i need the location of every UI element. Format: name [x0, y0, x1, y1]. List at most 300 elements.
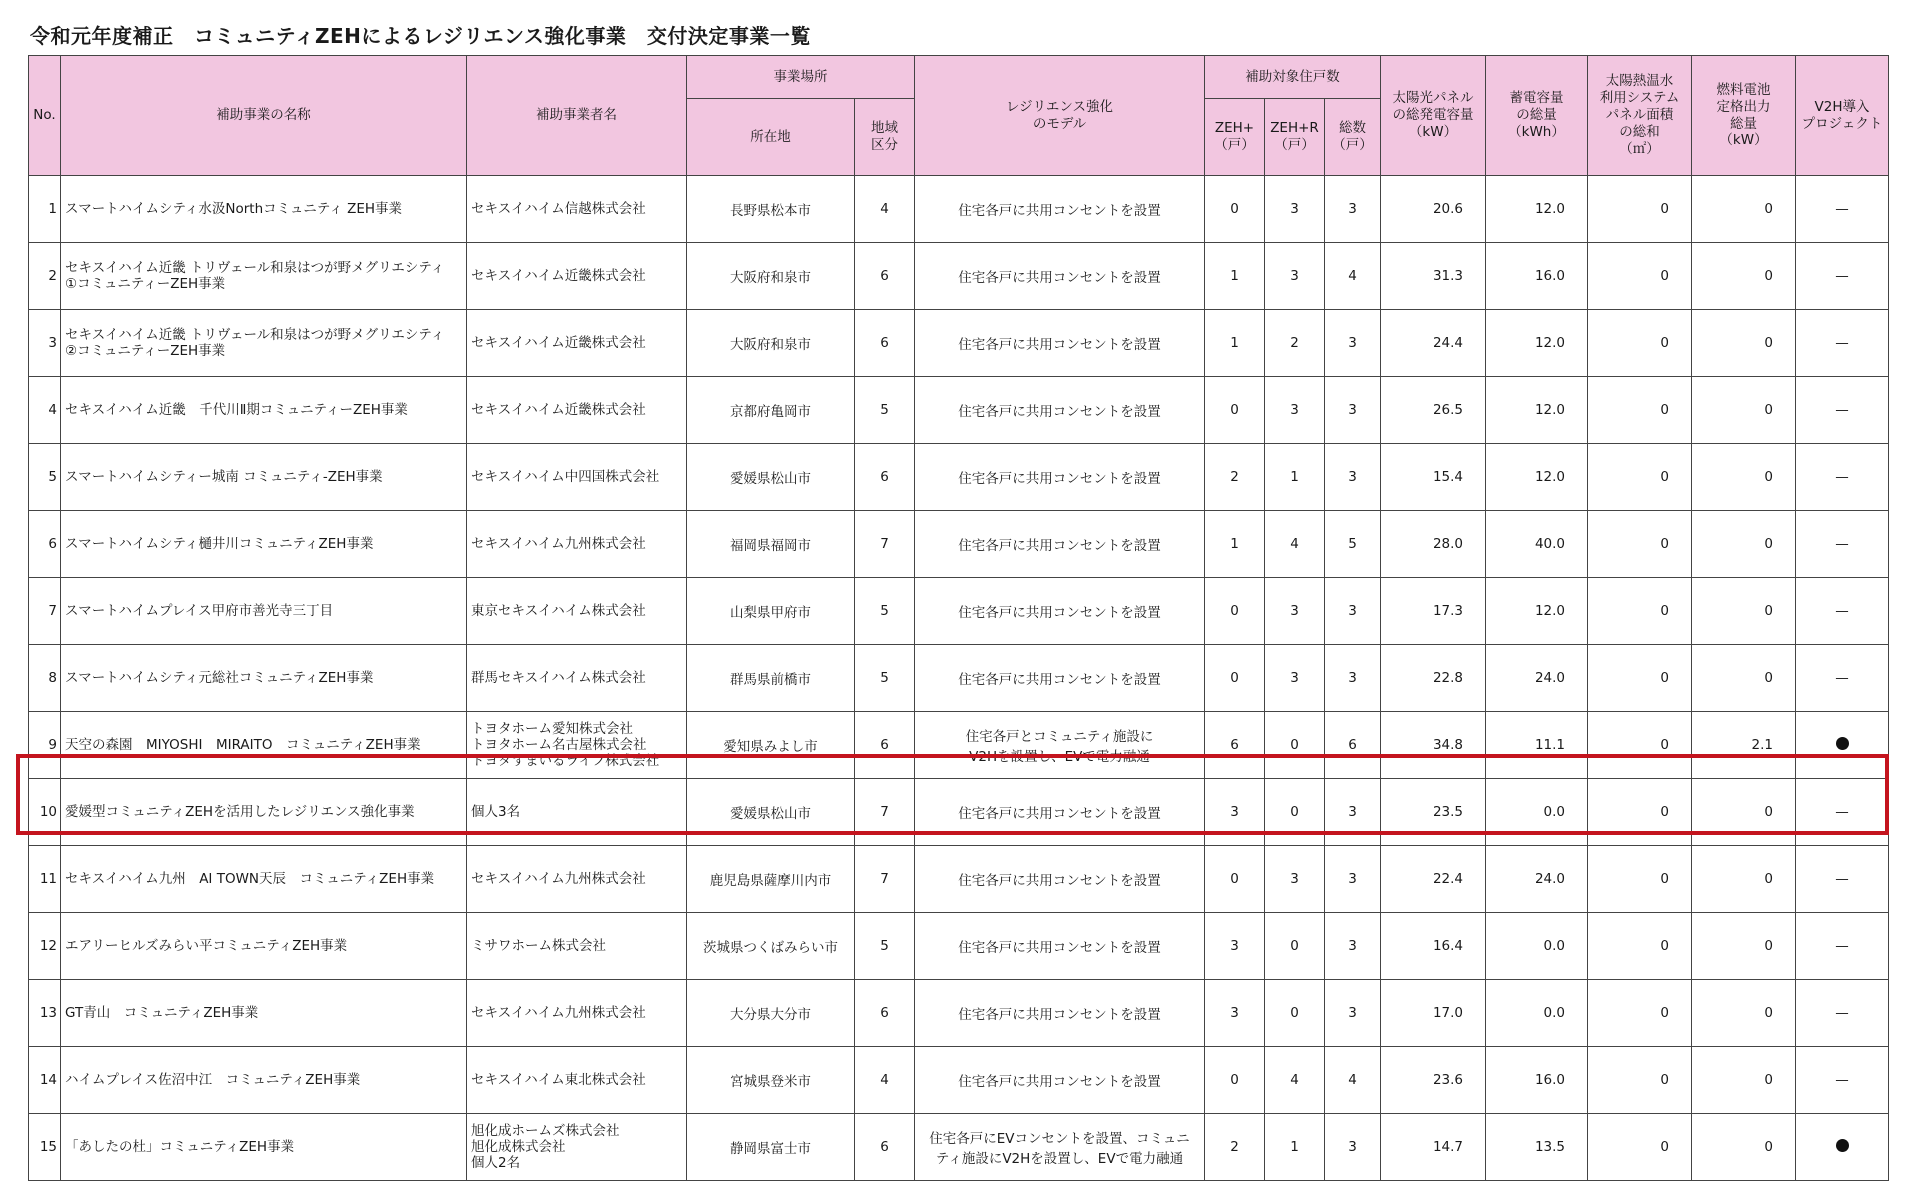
model-cell	[915, 645, 1205, 712]
v2h-cell	[1796, 1114, 1889, 1181]
operator-cell	[467, 645, 687, 712]
solar-thermal-cell: 0	[1588, 712, 1692, 779]
no-cell: 3	[29, 310, 61, 377]
region-cell: 6	[855, 712, 915, 779]
v2h-cell: —	[1796, 779, 1889, 846]
page-title: 令和元年度補正 コミュニティZEHによるレジリエンス強化事業 交付決定事業一覧	[30, 24, 811, 48]
model-line: 住宅各戸に共用コンセントを設置	[958, 471, 1161, 487]
region-cell: 4	[855, 176, 915, 243]
header-v2h: V2H導入 プロジェクト	[1796, 56, 1889, 176]
model-cell	[915, 1047, 1205, 1114]
table-row	[29, 1047, 1889, 1114]
operator-line: セキスイハイム九州株式会社	[471, 870, 646, 887]
table-row	[29, 377, 1889, 444]
operator-cell	[467, 243, 687, 310]
region-cell: 7	[855, 846, 915, 913]
storage-cell: 13.5	[1486, 1114, 1588, 1181]
project-name-cell	[61, 913, 467, 980]
project-name-line: ②コミュニティーZEH事業	[65, 343, 226, 359]
no-cell: 5	[29, 444, 61, 511]
storage-cell: 12.0	[1486, 444, 1588, 511]
project-name-cell	[61, 444, 467, 511]
v2h-cell: —	[1796, 578, 1889, 645]
operator-line: トヨタホーム名古屋株式会社	[471, 736, 647, 753]
fuel-cell-cell: 0	[1692, 980, 1796, 1047]
region-cell: 5	[855, 645, 915, 712]
operator-cell	[467, 712, 687, 779]
project-name-line: GT青山 コミュニティZEH事業	[65, 1004, 259, 1021]
model-line: 住宅各戸に共用コンセントを設置	[958, 203, 1161, 219]
v2h-cell: —	[1796, 1047, 1889, 1114]
fuel-cell-cell: 0	[1692, 779, 1796, 846]
operator-line: 個人2名	[471, 1155, 521, 1172]
fuel-cell-cell: 0	[1692, 310, 1796, 377]
storage-cell: 0.0	[1486, 913, 1588, 980]
zeh-plus-cell: 0	[1205, 176, 1265, 243]
operator-cell	[467, 444, 687, 511]
location-cell: 愛知県みよし市	[687, 712, 855, 779]
operator-cell	[467, 176, 687, 243]
model-line: 住宅各戸に共用コンセントを設置	[958, 404, 1161, 420]
region-cell: 5	[855, 578, 915, 645]
header-site-group: 事業場所	[687, 56, 915, 99]
solar-thermal-cell: 0	[1588, 511, 1692, 578]
zeh-r-cell: 0	[1265, 913, 1325, 980]
model-cell	[915, 176, 1205, 243]
model-cell	[915, 444, 1205, 511]
zeh-plus-cell: 0	[1205, 1047, 1265, 1114]
no-cell: 11	[29, 846, 61, 913]
storage-cell: 12.0	[1486, 310, 1588, 377]
solar-thermal-cell: 0	[1588, 1114, 1692, 1181]
operator-cell	[467, 310, 687, 377]
region-cell: 6	[855, 1114, 915, 1181]
zeh-r-cell: 3	[1265, 377, 1325, 444]
v2h-cell: —	[1796, 310, 1889, 377]
total-cell: 3	[1325, 846, 1381, 913]
operator-cell	[467, 779, 687, 846]
zeh-plus-cell: 2	[1205, 1114, 1265, 1181]
operator-line: セキスイハイム近畿株式会社	[471, 401, 646, 418]
model-cell	[915, 377, 1205, 444]
project-name-cell	[61, 779, 467, 846]
project-name-line: スマートハイムシティ水汲Northコミュニティ ZEH事業	[65, 200, 403, 217]
fuel-cell-cell: 0	[1692, 1047, 1796, 1114]
operator-cell	[467, 1047, 687, 1114]
location-cell: 愛媛県松山市	[687, 444, 855, 511]
model-line: 住宅各戸に共用コンセントを設置	[958, 1074, 1161, 1090]
model-cell	[915, 779, 1205, 846]
model-cell	[915, 310, 1205, 377]
fuel-cell-cell: 0	[1692, 578, 1796, 645]
no-cell: 4	[29, 377, 61, 444]
grant-table	[28, 55, 1889, 1181]
model-line: ティ施設にV2Hを設置し、EVで電力融通	[935, 1151, 1184, 1167]
pv-cell: 23.5	[1381, 779, 1486, 846]
operator-line: セキスイハイム近畿株式会社	[471, 267, 646, 284]
solar-thermal-cell: 0	[1588, 377, 1692, 444]
table-row	[29, 645, 1889, 712]
no-cell: 15	[29, 1114, 61, 1181]
pv-cell: 20.6	[1381, 176, 1486, 243]
table-row	[29, 444, 1889, 511]
zeh-r-cell: 3	[1265, 846, 1325, 913]
fuel-cell-cell: 2.1	[1692, 712, 1796, 779]
model-line: 住宅各戸に共用コンセントを設置	[958, 873, 1161, 889]
zeh-r-cell: 1	[1265, 444, 1325, 511]
zeh-plus-cell: 2	[1205, 444, 1265, 511]
storage-cell: 40.0	[1486, 511, 1588, 578]
storage-cell: 11.1	[1486, 712, 1588, 779]
model-line: 住宅各戸に共用コンセントを設置	[958, 538, 1161, 554]
pv-cell: 17.0	[1381, 980, 1486, 1047]
zeh-plus-cell: 3	[1205, 980, 1265, 1047]
storage-cell: 12.0	[1486, 176, 1588, 243]
model-line: 住宅各戸に共用コンセントを設置	[958, 806, 1161, 822]
model-line: 住宅各戸に共用コンセントを設置	[958, 270, 1161, 286]
project-name-line: スマートハイムシティー城南 コミュニティ-ZEH事業	[65, 468, 383, 485]
model-cell	[915, 913, 1205, 980]
region-cell: 6	[855, 243, 915, 310]
no-cell: 9	[29, 712, 61, 779]
storage-cell: 0.0	[1486, 779, 1588, 846]
total-cell: 3	[1325, 779, 1381, 846]
zeh-plus-cell: 3	[1205, 779, 1265, 846]
location-cell: 大阪府和泉市	[687, 310, 855, 377]
total-cell: 6	[1325, 712, 1381, 779]
no-cell: 2	[29, 243, 61, 310]
solar-thermal-cell: 0	[1588, 243, 1692, 310]
table-row	[29, 913, 1889, 980]
pv-cell: 22.4	[1381, 846, 1486, 913]
region-cell: 5	[855, 377, 915, 444]
model-line: 住宅各戸に共用コンセントを設置	[958, 940, 1161, 956]
no-cell: 12	[29, 913, 61, 980]
operator-line: トヨタホーム愛知株式会社	[471, 720, 633, 737]
storage-cell: 12.0	[1486, 578, 1588, 645]
operator-line: セキスイハイム中四国株式会社	[471, 468, 660, 485]
v2h-cell: —	[1796, 176, 1889, 243]
pv-cell: 24.4	[1381, 310, 1486, 377]
project-name-line: セキスイハイム近畿 トリヴェール和泉はつが野メグリエシティ	[65, 259, 445, 276]
location-cell: 山梨県甲府市	[687, 578, 855, 645]
total-cell: 3	[1325, 176, 1381, 243]
total-cell: 3	[1325, 645, 1381, 712]
project-name-line: スマートハイムプレイス甲府市善光寺三丁目	[65, 602, 334, 619]
header-solar-thermal: 太陽熱温水 利用システム パネル面積 の総和 （㎡）	[1588, 56, 1692, 176]
model-cell	[915, 578, 1205, 645]
fuel-cell-cell: 0	[1692, 176, 1796, 243]
storage-cell: 16.0	[1486, 1047, 1588, 1114]
model-line: 住宅各戸にEVコンセントを設置、コミュニ	[929, 1131, 1190, 1147]
pv-cell: 16.4	[1381, 913, 1486, 980]
table-row	[29, 712, 1889, 779]
location-cell: 鹿児島県薩摩川内市	[687, 846, 855, 913]
operator-cell	[467, 377, 687, 444]
model-cell	[915, 243, 1205, 310]
region-cell: 6	[855, 444, 915, 511]
no-cell: 8	[29, 645, 61, 712]
fuel-cell-cell: 0	[1692, 444, 1796, 511]
fuel-cell-cell: 0	[1692, 846, 1796, 913]
storage-cell: 12.0	[1486, 377, 1588, 444]
zeh-plus-cell: 3	[1205, 913, 1265, 980]
table-body	[29, 176, 1889, 1181]
zeh-r-cell: 1	[1265, 1114, 1325, 1181]
solar-thermal-cell: 0	[1588, 1047, 1692, 1114]
zeh-r-cell: 4	[1265, 511, 1325, 578]
solar-thermal-cell: 0	[1588, 310, 1692, 377]
project-name-line: スマートハイムシティ元総社コミュニティZEH事業	[65, 669, 374, 686]
model-line: 住宅各戸に共用コンセントを設置	[958, 605, 1161, 621]
zeh-plus-cell: 0	[1205, 578, 1265, 645]
header-region: 地域 区分	[855, 99, 915, 176]
v2h-dot-icon	[1836, 1139, 1849, 1152]
project-name-cell	[61, 511, 467, 578]
zeh-plus-cell: 1	[1205, 243, 1265, 310]
solar-thermal-cell: 0	[1588, 444, 1692, 511]
fuel-cell-cell: 0	[1692, 511, 1796, 578]
pv-cell: 17.3	[1381, 578, 1486, 645]
model-cell	[915, 980, 1205, 1047]
solar-thermal-cell: 0	[1588, 779, 1692, 846]
fuel-cell-cell: 0	[1692, 243, 1796, 310]
total-cell: 3	[1325, 444, 1381, 511]
storage-cell: 16.0	[1486, 243, 1588, 310]
table-row	[29, 176, 1889, 243]
header-fuel-cell: 燃料電池 定格出力 総量 （kW）	[1692, 56, 1796, 176]
project-name-cell	[61, 1047, 467, 1114]
table-row	[29, 980, 1889, 1047]
operator-line: ミサワホーム株式会社	[471, 937, 606, 954]
model-line: V2Hを設置し、EVで電力融通	[969, 749, 1150, 765]
table-row	[29, 310, 1889, 377]
project-name-cell	[61, 243, 467, 310]
project-name-cell	[61, 980, 467, 1047]
region-cell: 6	[855, 980, 915, 1047]
zeh-plus-cell: 6	[1205, 712, 1265, 779]
header-total: 総数 （戸）	[1325, 99, 1381, 176]
zeh-r-cell: 0	[1265, 712, 1325, 779]
project-name-line: セキスイハイム九州 AI TOWN天辰 コミュニティZEH事業	[65, 870, 435, 887]
zeh-plus-cell: 0	[1205, 846, 1265, 913]
location-cell: 福岡県福岡市	[687, 511, 855, 578]
zeh-r-cell: 3	[1265, 176, 1325, 243]
zeh-r-cell: 4	[1265, 1047, 1325, 1114]
pv-cell: 31.3	[1381, 243, 1486, 310]
operator-cell	[467, 913, 687, 980]
fuel-cell-cell: 0	[1692, 645, 1796, 712]
model-cell	[915, 712, 1205, 779]
total-cell: 3	[1325, 578, 1381, 645]
total-cell: 3	[1325, 377, 1381, 444]
table-row	[29, 243, 1889, 310]
header-location: 所在地	[687, 99, 855, 176]
location-cell: 静岡県富士市	[687, 1114, 855, 1181]
model-line: 住宅各戸とコミュニティ施設に	[965, 729, 1154, 745]
region-cell: 7	[855, 779, 915, 846]
zeh-plus-cell: 1	[1205, 511, 1265, 578]
total-cell: 4	[1325, 1047, 1381, 1114]
location-cell: 長野県松本市	[687, 176, 855, 243]
total-cell: 3	[1325, 1114, 1381, 1181]
zeh-plus-cell: 0	[1205, 377, 1265, 444]
model-cell	[915, 511, 1205, 578]
storage-cell: 24.0	[1486, 645, 1588, 712]
v2h-cell: —	[1796, 243, 1889, 310]
zeh-r-cell: 0	[1265, 980, 1325, 1047]
table-row	[29, 846, 1889, 913]
project-name-line: 天空の森園 MIYOSHI MIRAITO コミュニティZEH事業	[65, 736, 421, 753]
fuel-cell-cell: 0	[1692, 913, 1796, 980]
location-cell: 大阪府和泉市	[687, 243, 855, 310]
zeh-r-cell: 3	[1265, 645, 1325, 712]
header-no: No.	[29, 56, 61, 176]
operator-line: 群馬セキスイハイム株式会社	[471, 669, 646, 686]
operator-line: 個人3名	[471, 803, 521, 820]
no-cell: 6	[29, 511, 61, 578]
pv-cell: 34.8	[1381, 712, 1486, 779]
header-units-group: 補助対象住戸数	[1205, 56, 1381, 99]
v2h-cell: —	[1796, 444, 1889, 511]
operator-cell	[467, 511, 687, 578]
operator-line: 旭化成ホームズ株式会社	[471, 1122, 620, 1139]
storage-cell: 24.0	[1486, 846, 1588, 913]
location-cell: 愛媛県松山市	[687, 779, 855, 846]
zeh-r-cell: 3	[1265, 578, 1325, 645]
solar-thermal-cell: 0	[1588, 578, 1692, 645]
region-cell: 7	[855, 511, 915, 578]
region-cell: 5	[855, 913, 915, 980]
table-row	[29, 1114, 1889, 1181]
operator-line: 旭化成株式会社	[471, 1138, 566, 1155]
header-storage: 蓄電容量 の総量 （kWh）	[1486, 56, 1588, 176]
pv-cell: 28.0	[1381, 511, 1486, 578]
total-cell: 3	[1325, 980, 1381, 1047]
region-cell: 4	[855, 1047, 915, 1114]
project-name-cell	[61, 645, 467, 712]
operator-cell	[467, 578, 687, 645]
solar-thermal-cell: 0	[1588, 176, 1692, 243]
operator-line: セキスイハイム九州株式会社	[471, 535, 646, 552]
zeh-plus-cell: 0	[1205, 645, 1265, 712]
zeh-plus-cell: 1	[1205, 310, 1265, 377]
table-row	[29, 511, 1889, 578]
no-cell: 7	[29, 578, 61, 645]
solar-thermal-cell: 0	[1588, 846, 1692, 913]
no-cell: 10	[29, 779, 61, 846]
v2h-cell: —	[1796, 846, 1889, 913]
pv-cell: 22.8	[1381, 645, 1486, 712]
pv-cell: 15.4	[1381, 444, 1486, 511]
pv-cell: 14.7	[1381, 1114, 1486, 1181]
total-cell: 5	[1325, 511, 1381, 578]
table-row	[29, 779, 1889, 846]
operator-cell	[467, 1114, 687, 1181]
solar-thermal-cell: 0	[1588, 913, 1692, 980]
operator-line: トヨタすまいるライフ株式会社	[471, 753, 660, 770]
header-model: レジリエンス強化 のモデル	[915, 56, 1205, 176]
location-cell: 京都府亀岡市	[687, 377, 855, 444]
project-name-line: ハイムプレイス佐沼中江 コミュニティZEH事業	[65, 1071, 361, 1088]
header-project-name: 補助事業の名称	[61, 56, 467, 176]
operator-line: セキスイハイム東北株式会社	[471, 1071, 646, 1088]
no-cell: 14	[29, 1047, 61, 1114]
operator-line: セキスイハイム近畿株式会社	[471, 334, 646, 351]
operator-line: 東京セキスイハイム株式会社	[471, 602, 646, 619]
v2h-cell: —	[1796, 377, 1889, 444]
project-name-cell	[61, 310, 467, 377]
table-row	[29, 578, 1889, 645]
operator-cell	[467, 980, 687, 1047]
operator-line: セキスイハイム九州株式会社	[471, 1004, 646, 1021]
model-line: 住宅各戸に共用コンセントを設置	[958, 1007, 1161, 1023]
project-name-cell	[61, 712, 467, 779]
table-header	[29, 56, 1889, 176]
model-line: 住宅各戸に共用コンセントを設置	[958, 337, 1161, 353]
header-pv: 太陽光パネル の総発電容量 （kW）	[1381, 56, 1486, 176]
zeh-r-cell: 3	[1265, 243, 1325, 310]
total-cell: 3	[1325, 913, 1381, 980]
project-name-cell	[61, 377, 467, 444]
v2h-cell: —	[1796, 980, 1889, 1047]
project-name-line: セキスイハイム近畿 トリヴェール和泉はつが野メグリエシティ	[65, 326, 445, 343]
v2h-dot-icon	[1836, 737, 1849, 750]
project-name-line: 愛媛型コミュニティZEHを活用したレジリエンス強化事業	[65, 803, 415, 820]
project-name-line: 「あしたの杜」コミュニティZEH事業	[65, 1138, 295, 1155]
zeh-r-cell: 0	[1265, 779, 1325, 846]
header-zeh-plus: ZEH+ （戸）	[1205, 99, 1265, 176]
v2h-cell: —	[1796, 645, 1889, 712]
total-cell: 3	[1325, 310, 1381, 377]
project-name-line: スマートハイムシティ樋井川コミュニティZEH事業	[65, 535, 374, 552]
model-cell	[915, 1114, 1205, 1181]
storage-cell: 0.0	[1486, 980, 1588, 1047]
operator-line: セキスイハイム信越株式会社	[471, 200, 646, 217]
solar-thermal-cell: 0	[1588, 645, 1692, 712]
project-name-cell	[61, 1114, 467, 1181]
project-name-line: エアリーヒルズみらい平コミュニティZEH事業	[65, 937, 348, 954]
project-name-cell	[61, 578, 467, 645]
location-cell: 大分県大分市	[687, 980, 855, 1047]
fuel-cell-cell: 0	[1692, 1114, 1796, 1181]
fuel-cell-cell: 0	[1692, 377, 1796, 444]
header-zeh-r: ZEH+R （戸）	[1265, 99, 1325, 176]
v2h-cell: —	[1796, 511, 1889, 578]
location-cell: 茨城県つくばみらい市	[687, 913, 855, 980]
location-cell: 群馬県前橋市	[687, 645, 855, 712]
header-operator: 補助事業者名	[467, 56, 687, 176]
solar-thermal-cell: 0	[1588, 980, 1692, 1047]
v2h-cell	[1796, 712, 1889, 779]
model-cell	[915, 846, 1205, 913]
project-name-line: ①コミュニティーZEH事業	[65, 276, 226, 292]
location-cell: 宮城県登米市	[687, 1047, 855, 1114]
v2h-cell: —	[1796, 913, 1889, 980]
pv-cell: 26.5	[1381, 377, 1486, 444]
zeh-r-cell: 2	[1265, 310, 1325, 377]
region-cell: 6	[855, 310, 915, 377]
total-cell: 4	[1325, 243, 1381, 310]
no-cell: 1	[29, 176, 61, 243]
project-name-cell	[61, 846, 467, 913]
project-name-line: セキスイハイム近畿 千代川Ⅱ期コミュニティーZEH事業	[65, 401, 408, 418]
project-name-cell	[61, 176, 467, 243]
no-cell: 13	[29, 980, 61, 1047]
model-line: 住宅各戸に共用コンセントを設置	[958, 672, 1161, 688]
pv-cell: 23.6	[1381, 1047, 1486, 1114]
operator-cell	[467, 846, 687, 913]
